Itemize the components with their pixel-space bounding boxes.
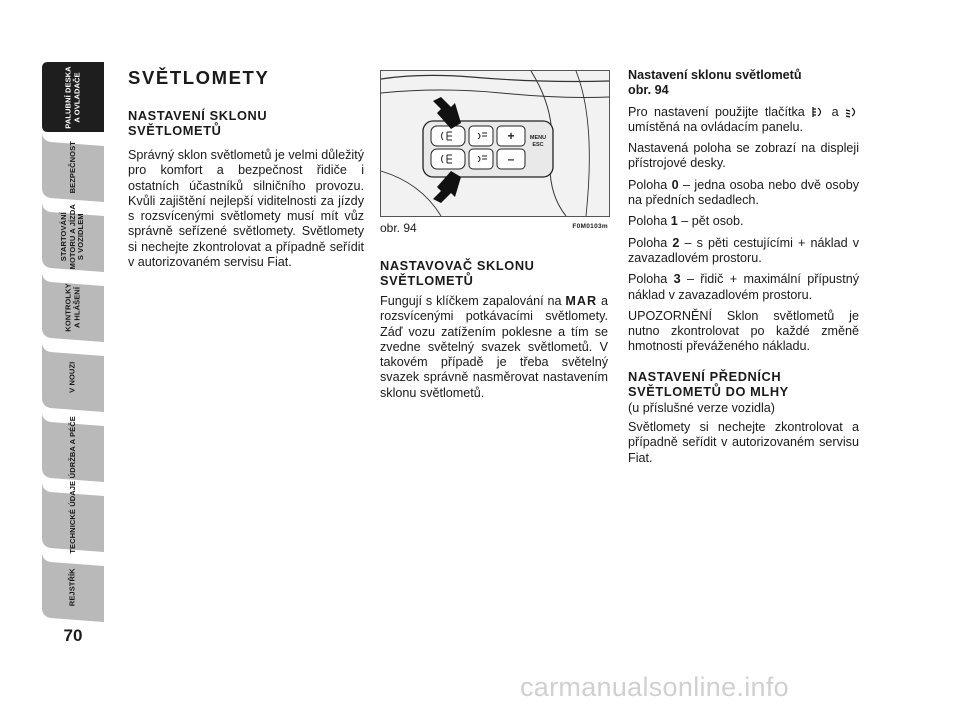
tab-technicke-udaje[interactable] — [42, 482, 104, 552]
tab-label: REJSTŘÍK — [67, 568, 77, 606]
paragraph: Fungují s klíčkem zapalování na MAR a rozsvícenými potkávacími světlomety. Záď vozu zatížením poklesne a tím se zvedne světelný svazek světlometů. V takovém případě je třeba světelný svazek správně nasměrovat nastavením sklonu světlometů. — [380, 294, 608, 400]
tab-bezpecnost[interactable] — [42, 132, 104, 202]
paragraph: Nastavená poloha se zobrazí na displeji přístrojové desky. — [628, 141, 859, 171]
side-tabs — [0, 0, 110, 709]
tab-label: TECHNICKÉ ÚDAJE — [67, 480, 77, 554]
tab-label: ÚDRŽBA A PÉČE — [67, 415, 77, 479]
tab-rejstrik[interactable] — [42, 552, 104, 622]
ignition-position: MAR — [565, 294, 598, 308]
section-heading: NASTAVOVAČ SKLONU SVĚTLOMETŮ — [380, 258, 535, 288]
figure-code: F0M0103m — [572, 223, 608, 230]
tab-udrzba[interactable] — [42, 412, 104, 482]
tab-label: PALUBNÍ DESKA A OVLADAČE — [63, 65, 82, 129]
page-number: 70 — [63, 626, 83, 645]
headlight-up-icon — [811, 106, 825, 118]
tab-kontrolky[interactable] — [42, 272, 104, 342]
section-heading: NASTAVENÍ SKLONU SVĚTLOMETŮ — [128, 108, 268, 138]
plus-label: + — [507, 129, 515, 143]
headlight-control-panel-illustration — [381, 71, 609, 216]
tab-label: KONTROLKY A HLÁŠENÍ — [63, 282, 81, 332]
column-2 — [380, 70, 608, 407]
page-title: SVĚTLOMETY — [128, 67, 270, 88]
tab-palubni-deska[interactable] — [42, 62, 104, 132]
column-1 — [128, 60, 364, 276]
tab-startovani[interactable] — [42, 202, 104, 272]
warning-note: UPOZORNĚNÍ Sklon světlometů je nutno zkontrolovat po každé změně hmotnosti převáženého nákladu. — [628, 308, 859, 354]
headlight-down-icon — [845, 106, 859, 118]
version-note: (u příslušné verze vozidla) — [628, 400, 775, 415]
paragraph: Pro nastavení použijte tlačítka a umístěná na ovládacím panelu. — [628, 105, 859, 136]
figure-caption-row — [380, 217, 608, 237]
column-3 — [628, 68, 859, 472]
tab-v-nouzi[interactable] — [42, 342, 104, 412]
minus-label: – — [507, 152, 515, 166]
tab-label: V NOUZI — [67, 361, 77, 393]
subheading: Nastavení sklonu světlometů obr. 94 — [628, 68, 802, 98]
section-heading: NASTAVENÍ PŘEDNÍCH SVĚTLOMETŮ DO MLHY — [628, 368, 789, 399]
tab-label: BEZPEČNOST — [67, 140, 77, 194]
position-0: Poloha 0 – jedna osoba nebo dvě osoby na předních sedadlech. — [628, 177, 859, 208]
esc-label: ESC — [532, 142, 544, 148]
position-3: Poloha 3 – řidič + maximální přípustný náklad v zavazadlovém prostoru. — [628, 272, 859, 302]
position-2: Poloha 2 – s pěti cestujícími + náklad v zavazadlovém prostoru. — [628, 235, 860, 265]
figure-caption: obr. 94 — [380, 221, 417, 235]
watermark: carmanualsonline.info — [520, 672, 789, 702]
figure-illustration — [380, 70, 610, 217]
menu-label: MENU — [529, 135, 547, 141]
paragraph: Správný sklon světlometů je velmi důležitý pro komfort a bezpečnost řidiče i ostatních účastníků silničního provozu. Kvůli zajištění nejlepší viditelnosti za jízdy s rozsvícenými světlomety musí mít vůz správně seřízené světlomety. Světlomety si nechejte zkontrolovat a případně seřídit v autorizovaném servisu Fiat. — [128, 148, 364, 270]
paragraph: Světlomety si nechejte zkontrolovat a případně seřídit v autorizovaném servisu Fiat. — [628, 420, 859, 465]
tab-label: STARTOVÁNÍ MOTORU A JÍZDA S VOZIDLEM — [59, 204, 86, 270]
position-1: Poloha 1 – pět osob. — [628, 214, 744, 229]
